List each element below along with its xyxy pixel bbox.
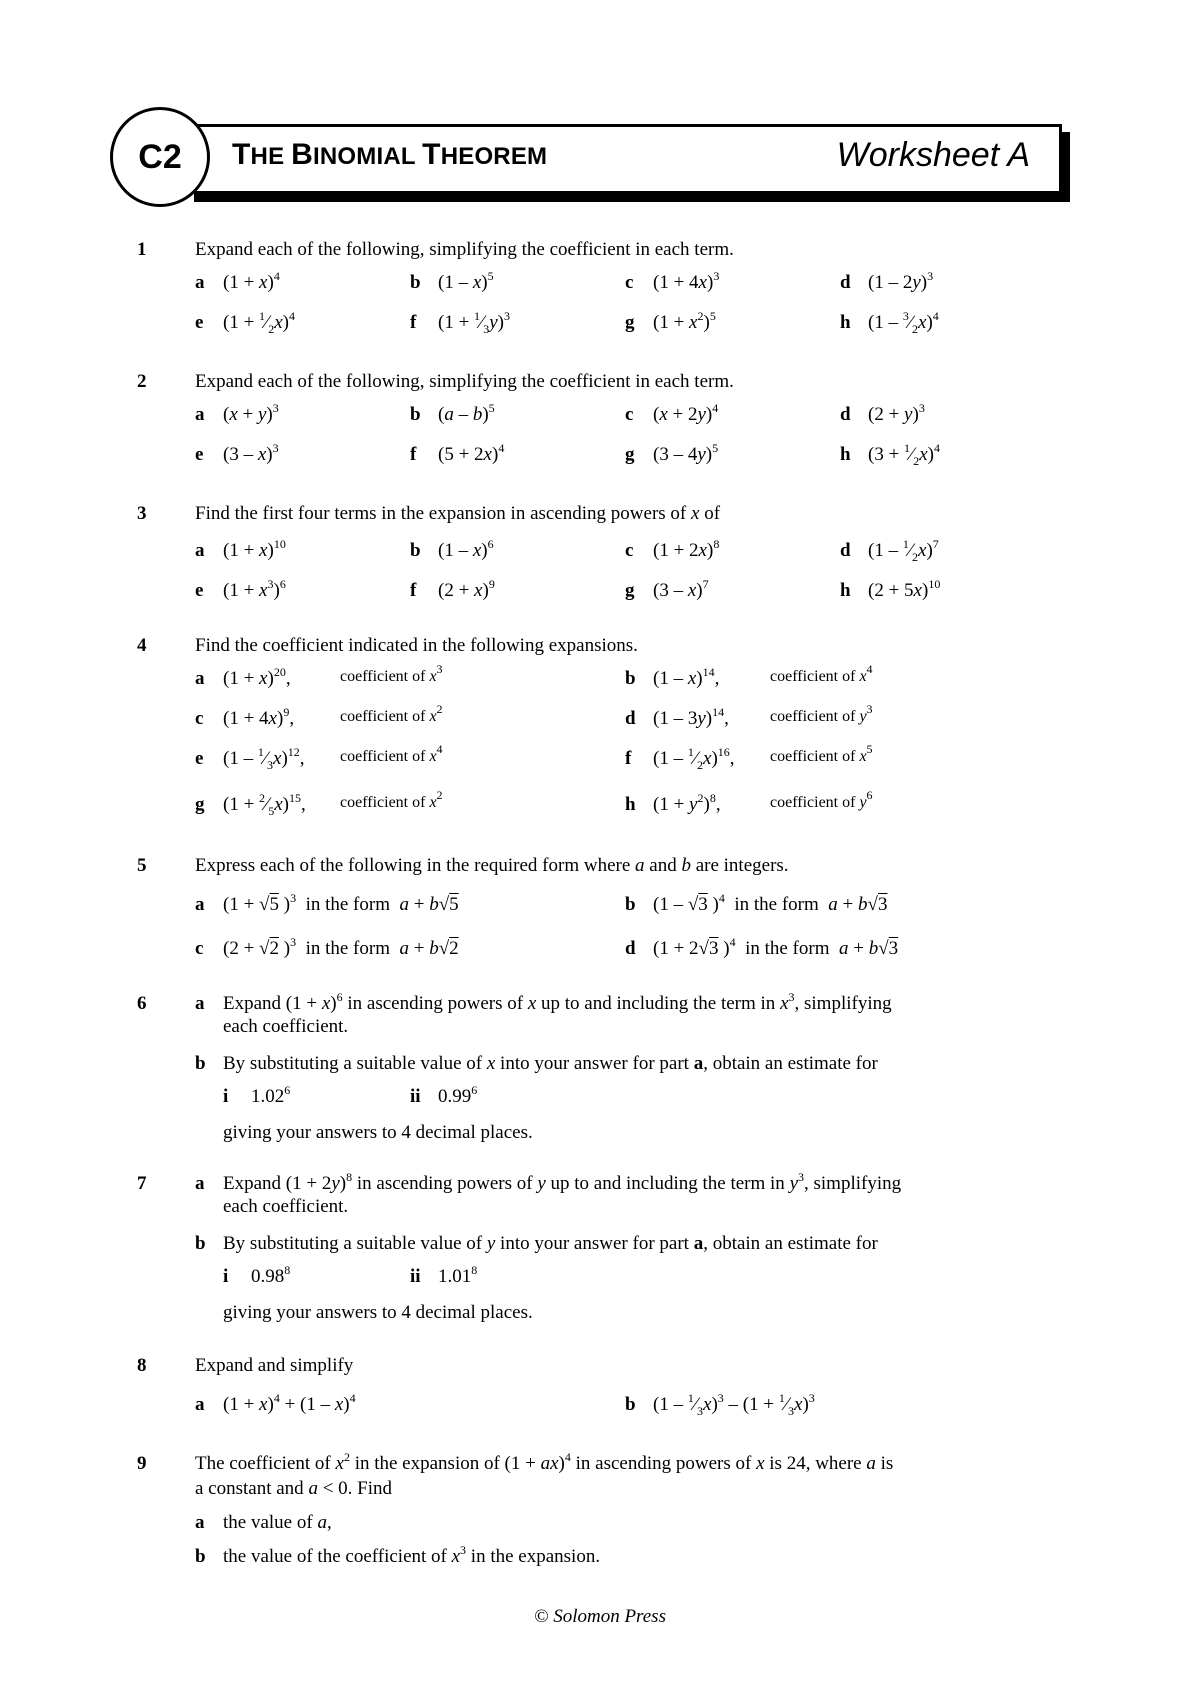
question-number: 1 — [137, 239, 147, 260]
question-text: Expand and simplify — [195, 1355, 354, 1376]
q4-row-3: e $(1 - ^1⁄_3x)^{12}$, coefficient of $x^4$ f $(1 - ^1⁄_2x)^{16}$, coefficient of $x^5$ — [195, 742, 873, 772]
question-number: 6 — [137, 993, 147, 1014]
q7-instruction: giving your answers to 4 decimal places. — [223, 1302, 533, 1323]
q6-estimate-ii: ii 0.99$^6$ — [410, 1083, 478, 1107]
q9-part-a: a the value of a, — [195, 1512, 332, 1533]
q2-row-1: a $(x + y)^3$ b (a – b)$^5$ c $(x + 2y)^4$ d $(2 + y)^3$ — [195, 401, 925, 425]
copyright-footer: © Solomon Press — [534, 1606, 666, 1627]
question-text: Expand each of the following, simplifying the coefficient in each term. — [195, 371, 734, 392]
q4-row-2: c $(1 + 4x)^9$, coefficient of $x^2$ d (1 – 3y)$^{14}$, coefficient of $y^3$ — [195, 702, 873, 729]
question-number: 5 — [137, 855, 147, 876]
q3-row-1: a $(1 + x)^{10}$ b (1 – x)$^6$ c $(1 + 2x)^8$ d $(1 - ^1⁄_2x)^7$ — [195, 537, 939, 564]
q9-part-b: b the value of the coefficient of $x^3$ in the expansion. — [195, 1543, 601, 1567]
worksheet-page: C2 THE BINOMIAL THEOREM Worksheet A 1 Expand each of the following, simplifying the coefficient in each term. a $(1 + x)^4$ b (1 – x)$^5$ c $(1 + 4x)^3$ d (1 – 2y)$^3$ e $(1 + ^1⁄_2x)^4$ f $(1 + ^1⁄_3y)^3$ g $(1 + x^2)^5$ h $(1 - ^3⁄_2x)^4$ 2 Expand each of the following, simplifying the coefficient in each term. a $(x + y)^3$ b (a – b)$^5$ c $(x + 2y)^4$ d $(2 + y)^3$ e (3 – x)$^3$ f $(5 + 2x)^4$ g (3 – 4y)$^5$ h $(3 + ^1⁄_2x)^4$ 3 Find the first four terms in the expansion in ascending powers of x of a $(1 + x)^{10}$ b (1 – x)$^6$ c $(1 + 2x)^8$ d $(1 - ^1⁄_2x)^7$ e $(1 + x^3)^6$ f $(2 + x)^9$ g (3 – x)$^7$ h $(2 + 5x)^{10}$ 4 Find the coefficient indicated in the following expansions. a $(1 + x)^{20}$, coefficient of $x^3$ b (1 – x)$^{14}$, coefficient of $x^4$ c $(1 + 4x)^9$, coefficient of $x^2$ d (1 – 3y)$^{14}$, coefficient of $y^3$ e $(1 - ^1⁄_3x)^{12}$, coefficient of $x^4$ f $(1 - ^1⁄_2x)^{16}$, coefficient of $x^5$ g $(1 + ^2⁄_5x)^{15}$, coefficient of $x^2$ h $(1 + y^2)^8$, coefficient of $y^6$ 5 Express each of the following in the required form where a and b are integers. a (1 + √5 )$^3$ in the form a + b√5 b (1 – √3 )$^4$ in the form a + b√3 c (2 + √2 )$^3$ in the form a + b√2 d (1 + 2√3 )$^4$ in the form a + b√3 6 a Expand $(1 + x)^6$ in ascending powers of x up to and including the term in $x^3$, simplifying each coefficient. b By substituting a suitable value of x into your answer for part a, obtain an estimate for i 1.02$^6$ ii 0.99$^6$ giving your answers to 4 decimal places. 7 a Expand $(1 + 2y)^8$ in ascending powers of y up to and including the term in $y^3$, simplifying each coefficient. b By substituting a suitable value of y into your answer for part a, obtain an estimate for i 0.98$^8$ ii 1.01$^8$ giving your answers to 4 decimal places. 8 Expand and simplify a $(1 + x)^4 + (1 - x)^4$ b $(1 - ^1⁄_3x)^3 - (1$ + $^1⁄_3x)^3$ 9 The coefficient of $x^2$ in the expansion of (1 + ax)$^4$ in ascending powers of x is 24, where a is a constant and a < 0. Find a the value of a, b the value of the coefficient of $x^3$ in the expansion. © Solomon Press — [0, 0, 1200, 1698]
q9-line2: a constant and a < 0. Find — [195, 1478, 392, 1499]
q8-row: a $(1 + x)^4 + (1 - x)^4$ b $(1 - ^1⁄_3x)^3 - (1$ + $^1⁄_3x)^3$ — [195, 1391, 815, 1418]
question-text: Express each of the following in the required form where a and b are integers. — [195, 855, 789, 876]
q6a-line2: each coefficient. — [223, 1016, 349, 1037]
question-number: 8 — [137, 1355, 147, 1376]
worksheet-label: Worksheet A — [836, 136, 1030, 174]
question-number: 3 — [137, 503, 147, 524]
header-badge — [110, 107, 210, 207]
q6-instruction: giving your answers to 4 decimal places. — [223, 1122, 533, 1143]
q5-row-2: c (2 + √2 )$^3$ in the form a + b√2 d (1 + 2√3 )$^4$ in the form a + b√3 — [195, 935, 899, 959]
question-number: 7 — [137, 1173, 147, 1194]
q4-row-1: a $(1 + x)^{20}$, coefficient of $x^3$ b (1 – x)$^{14}$, coefficient of $x^4$ — [195, 662, 873, 689]
question-text: Find the coefficient indicated in the following expansions. — [195, 635, 638, 656]
question-text: Find the first four terms in the expansion in ascending powers of x of — [195, 503, 721, 524]
question-number: 9 — [137, 1453, 147, 1474]
q3-row-2: e $(1 + x^3)^6$ f $(2 + x)^9$ g (3 – x)$^7$ h $(2 + 5x)^{10}$ — [195, 577, 941, 601]
q7a-line2: each coefficient. — [223, 1196, 349, 1217]
question-text: Expand each of the following, simplifying the coefficient in each term. — [195, 239, 734, 260]
q7-estimate-ii: ii 1.01$^8$ — [410, 1263, 478, 1287]
q2-row-2: e (3 – x)$^3$ f $(5 + 2x)^4$ g (3 – 4y)$^5$ h $(3 + ^1⁄_2x)^4$ — [195, 441, 940, 468]
unit-code: C2 — [138, 137, 182, 176]
q5-row-1: a (1 + √5 )$^3$ in the form a + b√5 b (1 – √3 )$^4$ in the form a + b√3 — [195, 891, 888, 915]
page-title: THE BINOMIAL THEOREM — [232, 138, 548, 171]
q7-estimates: i 0.98$^8$ — [223, 1263, 291, 1287]
question-number: 4 — [137, 635, 147, 656]
question-number: 2 — [137, 371, 147, 392]
q1-row-1: a $(1 + x)^4$ b (1 – x)$^5$ c $(1 + 4x)^3$ d (1 – 2y)$^3$ — [195, 269, 934, 293]
q1-row-2: e $(1 + ^1⁄_2x)^4$ f $(1 + ^1⁄_3y)^3$ g $(1 + x^2)^5$ h $(1 - ^3⁄_2x)^4$ — [195, 309, 939, 336]
q4-row-4: g $(1 + ^2⁄_5x)^{15}$, coefficient of $x^2$ h $(1 + y^2)^8$, coefficient of $y^6$ — [195, 788, 873, 818]
q6-estimates: i 1.02$^6$ — [223, 1083, 291, 1107]
